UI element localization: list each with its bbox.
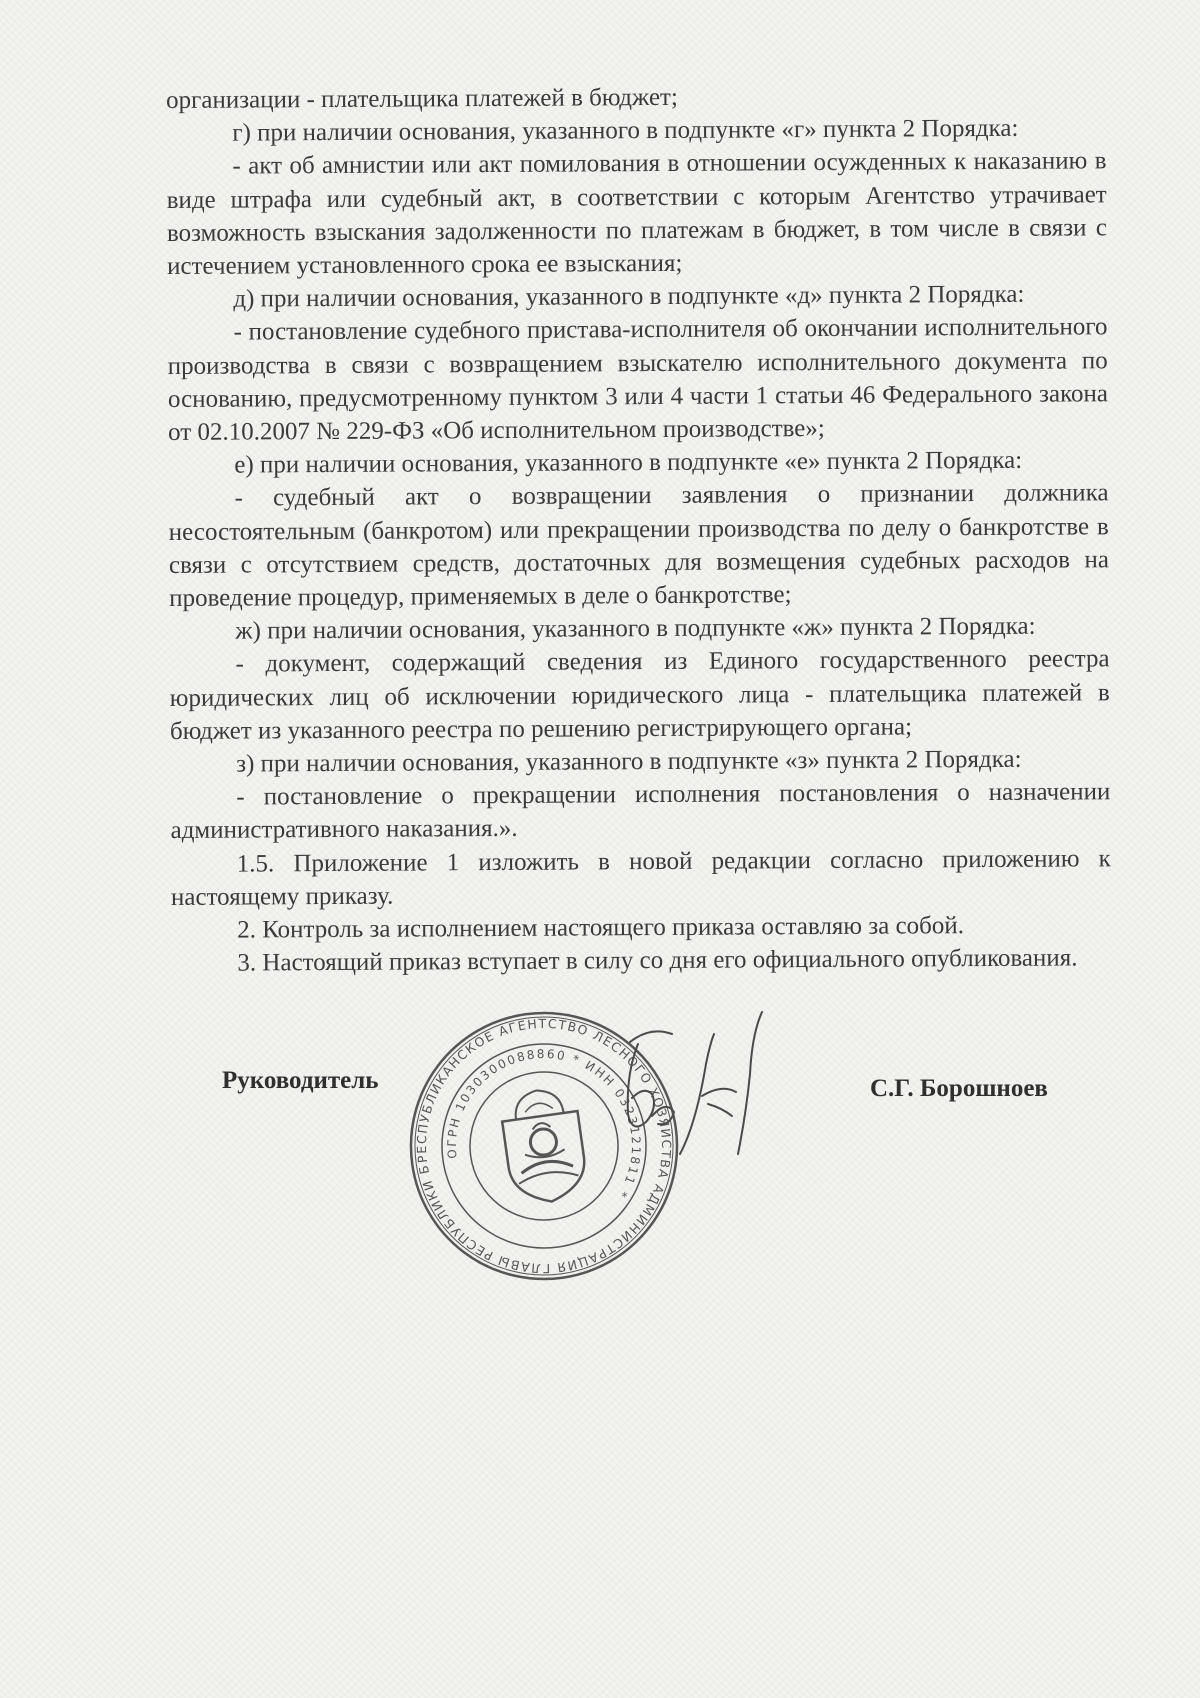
signatory-title: Руководитель	[222, 1067, 379, 1094]
handwritten-signature	[610, 1004, 800, 1184]
paragraph-4: - постановление судебного пристава-исполнителя об окончании исполнительного производства в связи с возвращением взыскателю исполнительного документа по основанию, предусмотренному пунктом 3 или 4 части 1 статьи 46 Федерального закона от 02.10.2007 № 229-ФЗ «Об исполнительном производстве»;	[167, 313, 1108, 447]
coat-of-arms-emblem	[499, 1085, 590, 1206]
paragraph-1: г) при наличии основания, указанного в подпункте «г» пункта 2 Порядка:	[232, 114, 1019, 147]
paragraph-10: - постановление о прекращении исполнения постановления о назначении административного наказания.».	[170, 778, 1111, 845]
official-seal	[408, 1010, 680, 1282]
paragraph-5: е) при наличии основания, указанного в подпункте «е» пункта 2 Порядка:	[234, 447, 1023, 479]
document-body	[166, 78, 1111, 980]
paragraph-13: 3. Настоящий приказ вступает в силу со дня его официального опубликования.	[237, 944, 1078, 977]
paragraph-2: - акт об амнистии или акт помилования в отношении осужденных к наказанию в виде штрафа или судебный акт, в соответствии с которым Агентство утрачивает возможность взыскания задолженности по платежам в бюджет, в том числе в связи с истечением установленного срока ее взыскания;	[166, 147, 1107, 281]
signatory-name: С.Г. Борошноев	[870, 1075, 1048, 1102]
svg-text:ОГРН 1030300088860 * ИНН 03231: ОГРН 1030300088860 * ИНН 0323121811 *	[444, 1046, 644, 1202]
svg-text:РЕСПУБЛИКАНСКОЕ АГЕНТСТВО ЛЕСН: РЕСПУБЛИКАНСКОЕ АГЕНТСТВО ЛЕСНОГО ХОЗЯЙСТВА АДМИНИСТРАЦИЯ ГЛАВЫ РЕСПУБЛИКИ БУРЯТИЯ	[413, 1015, 675, 1277]
paragraph-3: д) при наличии основания, указанного в подпункте «д» пункта 2 Порядка:	[233, 280, 1025, 313]
paragraph-7: ж) при наличии основания, указанного в подпункте «ж» пункта 2 Порядка:	[235, 612, 1036, 645]
paragraph-8: - документ, содержащий сведения из Единого государственного реестра юридических лиц об исключении юридического лица - плательщика платежей в бюджет из указанного реестра по решению регистрирующего органа;	[169, 645, 1110, 745]
paragraph-6: - судебный акт о возвращении заявления о признании должника несостоятельным (банкротом) или прекращении производства по делу о банкротстве в связи с отсутствием средств, достаточных для возмещения судебных расходов на проведение процедур, применяемых в деле о банкротстве;	[168, 479, 1110, 613]
paragraph-11: 1.5. Приложение 1 изложить в новой редакции согласно приложению к настоящему приказу.	[170, 844, 1111, 911]
paragraph-0: организации - плательщика платежей в бюджет;	[166, 83, 678, 114]
paragraph-12: 2. Контроль за исполнением настоящего приказа оставляю за собой.	[237, 912, 965, 944]
paragraph-9: з) при наличии основания, указанного в подпункте «з» пункта 2 Порядка:	[236, 745, 1022, 778]
